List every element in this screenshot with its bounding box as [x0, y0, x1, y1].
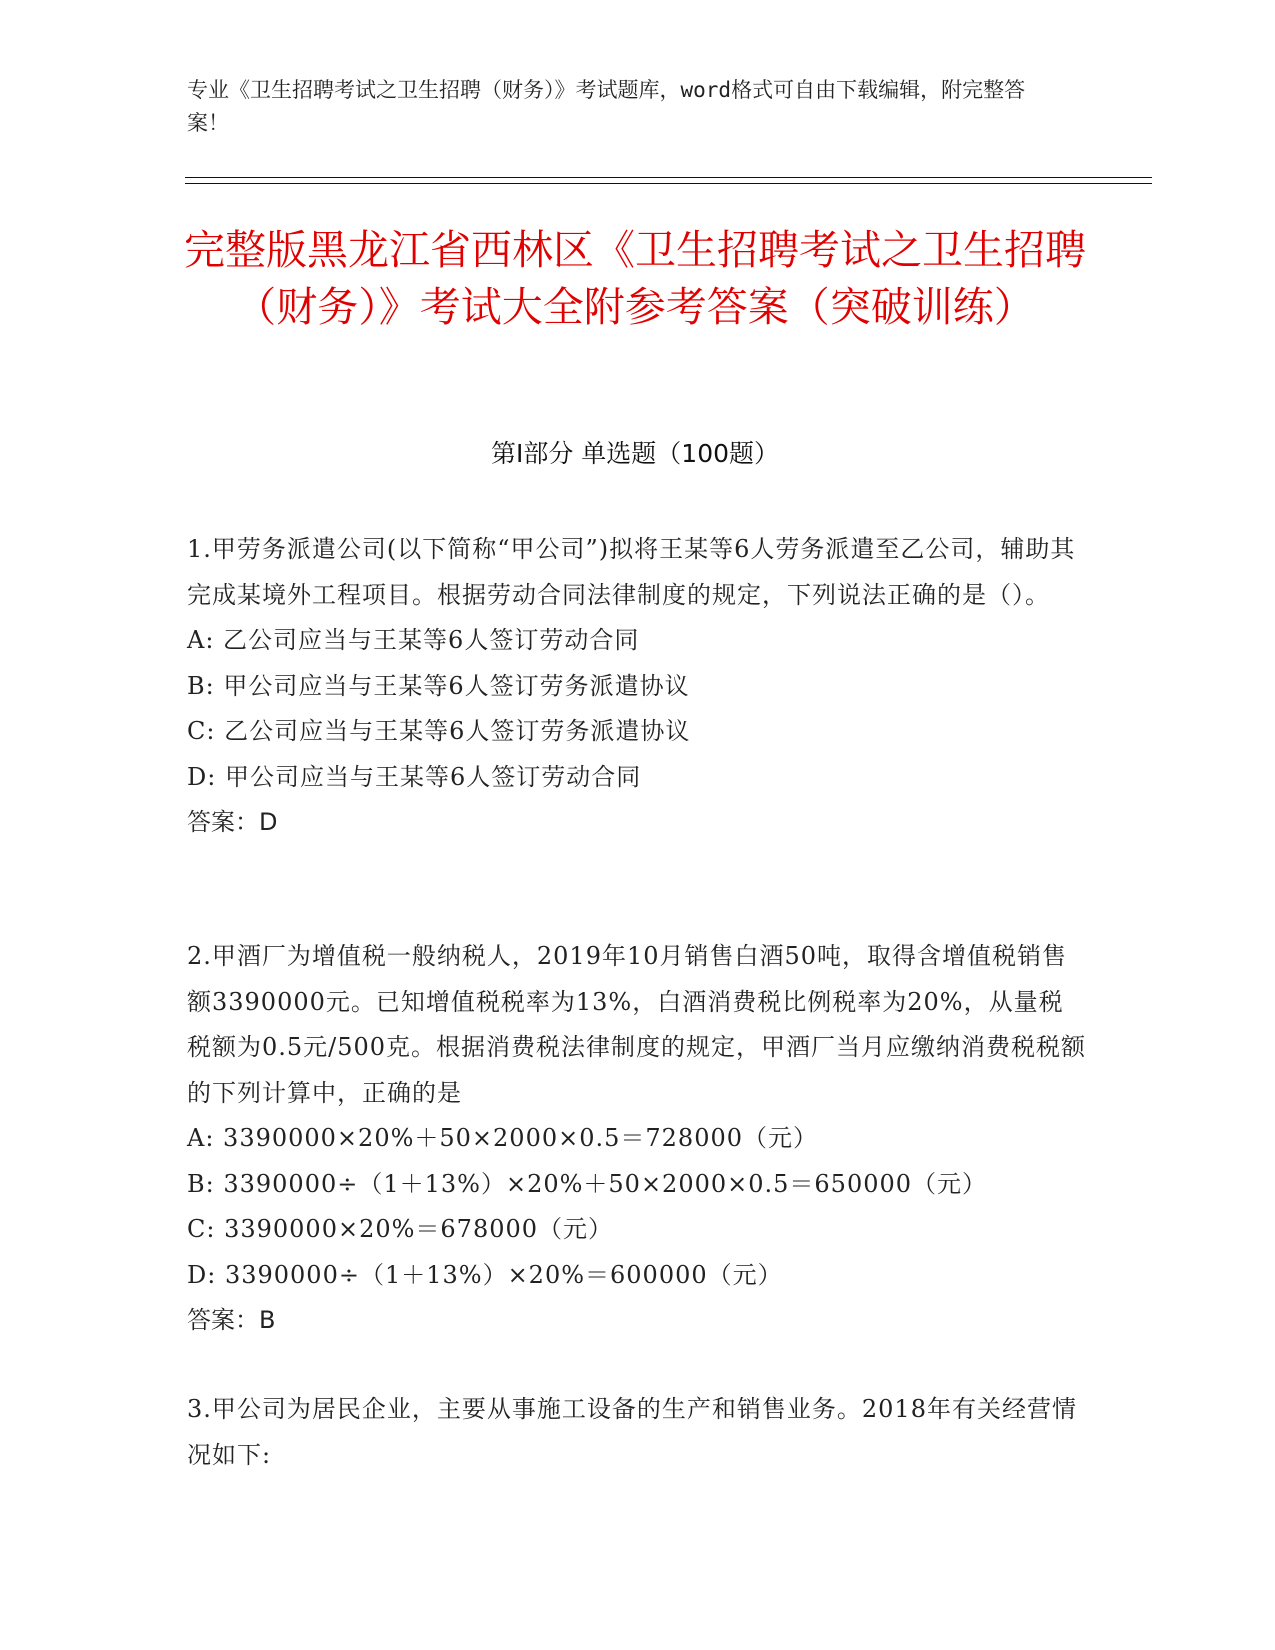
question-stem: 2.甲酒厂为增值税一般纳税人，2019年10月销售白酒50吨，取得含增值税销售额3390000元。已知增值税税率为13%，白酒消费税比例税率为20%，从量税税额为0.5元/500克。根据消费税法律制度的规定，甲酒厂当月应缴纳消费税税额的下列计算中，正确的是: [187, 942, 1087, 1107]
answer: 答案：D: [187, 808, 278, 836]
question-1: [187, 527, 1087, 846]
option-b: B: 甲公司应当与王某等6人签订劳务派遣协议: [187, 671, 690, 700]
option-a: A: 3390000×20%＋50×2000×0.5＝728000（元）: [187, 1124, 819, 1152]
question-2: [187, 934, 1087, 1344]
header-divider-top: [185, 177, 1152, 178]
option-d: D: 3390000÷（1＋13%）×20%＝600000（元）: [187, 1260, 783, 1289]
option-a: A: 乙公司应当与王某等6人签订劳动合同: [187, 626, 640, 654]
option-d: D: 甲公司应当与王某等6人签订劳动合同: [187, 762, 642, 791]
header-note: 专业《卫生招聘考试之卫生招聘（财务）》考试题库，word格式可自由下载编辑，附完整答案！: [187, 78, 1026, 135]
document-title: 完整版黑龙江省西林区《卫生招聘考试之卫生招聘（财务）》考试大全附参考答案（突破训练）: [184, 226, 1086, 331]
section-title: 第I部分 单选题（100题）: [490, 439, 780, 468]
question-stem: 3.甲公司为居民企业，主要从事施工设备的生产和销售业务。2018年有关经营情况如下:: [187, 1395, 1077, 1469]
option-c: C: 乙公司应当与王某等6人签订劳务派遣协议: [187, 717, 691, 745]
option-b: B: 3390000÷（1＋13%）×20%＋50×2000×0.5＝650000（元）: [187, 1169, 988, 1198]
question-stem: 1.甲劳务派遣公司(以下简称“甲公司”)拟将王某等6人劳务派遣至乙公司，辅助其完成某境外工程项目。根据劳动合同法律制度的规定，下列说法正确的是（）。: [187, 535, 1076, 609]
question-3: [187, 1386, 1087, 1478]
answer: 答案：B: [187, 1306, 276, 1334]
option-c: C: 3390000×20%＝678000（元）: [187, 1215, 614, 1243]
header-divider-bottom: [185, 183, 1152, 184]
